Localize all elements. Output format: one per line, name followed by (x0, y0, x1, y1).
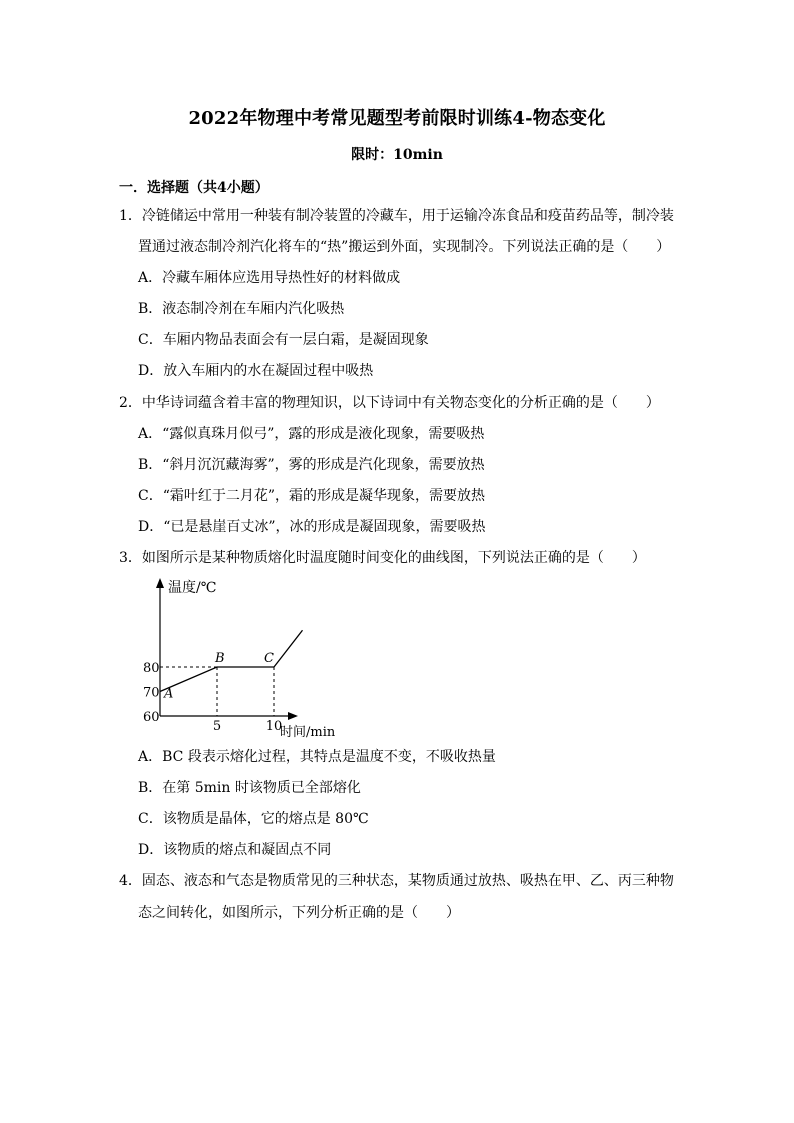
y-axis-arrow (156, 578, 164, 588)
document-title: 2022年物理中考常见题型考前限时训练4-物态变化 (188, 108, 606, 129)
melting-curve-line (160, 630, 303, 691)
chart-axes (156, 578, 298, 720)
section-heading: 一．选择题（共4小题） (119, 180, 269, 196)
melting-curve-chart (128, 568, 336, 743)
question-1-option-c: C．车厢内物品表面会有一层白霜，是凝固现象 (138, 332, 429, 348)
y-tick-label-60: 60 (143, 710, 160, 725)
question-3-option-b: B．在第 5min 时该物质已全部熔化 (138, 780, 361, 796)
y-axis-label: 温度/℃ (168, 580, 217, 596)
question-4-stem: 4．固态、液态和气态是物质常见的三种状态，某物质通过放热、吸热在甲、乙、丙三种物 (119, 873, 674, 889)
question-2-option-c: C．“霜叶红于二月花”，霜的形成是凝华现象，需要放热 (138, 488, 486, 504)
time-limit: 限时：10min (351, 147, 443, 163)
question-3-option-c: C．该物质是晶体，它的熔点是 80℃ (138, 811, 369, 827)
chart-guides (160, 667, 274, 716)
y-tick-label-80: 80 (143, 661, 160, 676)
question-2-option-b: B．“斜月沉沉藏海雾”，雾的形成是汽化现象，需要放热 (138, 457, 485, 473)
question-1-stem: 1．冷链储运中常用一种装有制冷装置的冷藏车，用于运输冷冻食品和疫苗药品等，制冷装 (119, 208, 674, 224)
y-tick-label-70: 70 (143, 685, 160, 701)
x-tick-label-5: 5 (212, 719, 222, 734)
question-1-option-b: B．液态制冷剂在车厢内汽化吸热 (138, 301, 345, 317)
question-3-option-a: A．BC 段表示熔化过程，其特点是温度不变，不吸收热量 (138, 749, 496, 765)
question-2-stem: 2．中华诗词蕴含着丰富的物理知识，以下诗词中有关物态变化的分析正确的是（ ） (119, 395, 660, 411)
point-label-a: A (164, 686, 174, 702)
question-4-stem-cont: 态之间转化，如图所示，下列分析正确的是（ ） (138, 905, 460, 921)
question-2-option-d: D．“已是悬崖百丈冰”，冰的形成是凝固现象，需要吸热 (138, 519, 486, 535)
x-axis-label: 时间/min (280, 725, 336, 740)
question-1-option-a: A．冷藏车厢体应选用导热性好的材料做成 (138, 270, 401, 286)
x-tick-label-10: 10 (265, 719, 283, 734)
chart-series (160, 630, 303, 691)
question-3-option-d: D．该物质的熔点和凝固点不同 (138, 842, 332, 858)
question-3-stem: 3．如图所示是某种物质熔化时温度随时间变化的曲线图，下列说法正确的是（ ） (119, 550, 646, 566)
point-label-c: C (264, 651, 274, 666)
question-1-stem-cont: 置通过液态制冷剂汽化将车的“热”搬运到外面，实现制冷。下列说法正确的是（ ） (138, 239, 671, 255)
question-2-option-a: A．“露似真珠月似弓”，露的形成是液化现象，需要吸热 (138, 426, 485, 442)
question-1-option-d: D．放入车厢内的水在凝固过程中吸热 (138, 363, 374, 379)
point-label-b: B (215, 651, 225, 666)
x-axis-arrow (288, 712, 298, 720)
